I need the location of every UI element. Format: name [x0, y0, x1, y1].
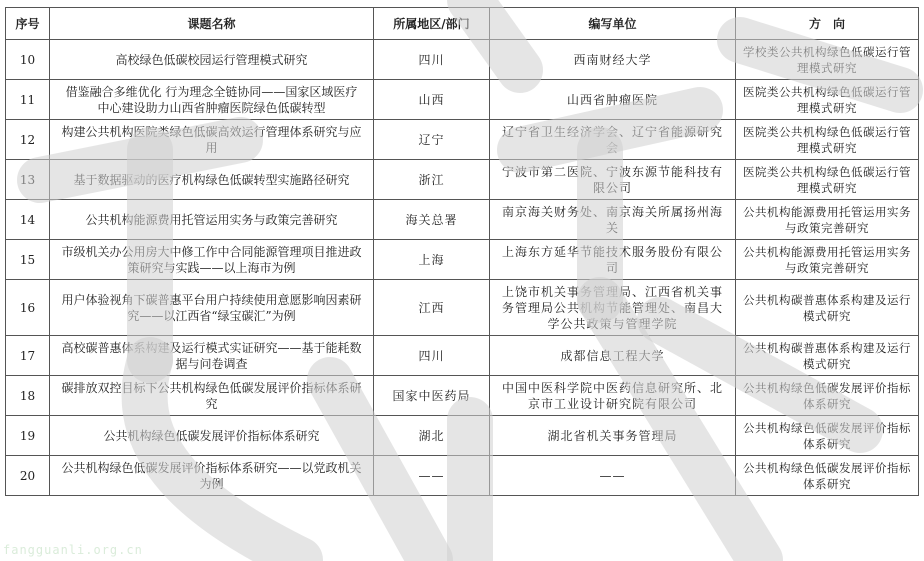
row-unit: 西南财经大学 [490, 40, 736, 80]
row-index: 11 [6, 80, 50, 120]
row-direction: 医院类公共机构绿色低碳运行管理模式研究 [736, 80, 919, 120]
table-row [6, 376, 919, 416]
row-title: 用户体验视角下碳普惠平台用户持续使用意愿影响因素研究——以江西省“绿宝碳汇”为例 [50, 280, 374, 336]
row-region: 海关总署 [374, 200, 490, 240]
row-index: 18 [6, 376, 50, 416]
row-title: 借鉴融合多维优化 行为理念全链协同——国家区域医疗中心建设助力山西省肿瘤医院绿色低碳转型 [50, 80, 374, 120]
row-direction: 医院类公共机构绿色低碳运行管理模式研究 [736, 160, 919, 200]
row-unit: 成都信息工程大学 [490, 336, 736, 376]
row-unit: 中国中医科学院中医药信息研究所、北京市工业设计研究院有限公司 [490, 376, 736, 416]
row-index: 14 [6, 200, 50, 240]
row-index: 13 [6, 160, 50, 200]
header-region: 所属地区/部门 [374, 8, 490, 40]
row-direction: 公共机构绿色低碳发展评价指标体系研究 [736, 376, 919, 416]
row-direction: 医院类公共机构绿色低碳运行管理模式研究 [736, 120, 919, 160]
table-row [6, 80, 919, 120]
header-unit: 编写单位 [490, 8, 736, 40]
row-direction: 学校类公共机构绿色低碳运行管理模式研究 [736, 40, 919, 80]
header-title: 课题名称 [50, 8, 374, 40]
table-row [6, 120, 919, 160]
row-unit: 宁波市第二医院、宁波东源节能科技有限公司 [490, 160, 736, 200]
row-unit: —— [490, 456, 736, 496]
row-region: 上海 [374, 240, 490, 280]
row-title: 公共机构绿色低碳发展评价指标体系研究——以党政机关为例 [50, 456, 374, 496]
row-unit: 辽宁省卫生经济学会、辽宁省能源研究会 [490, 120, 736, 160]
row-unit: 南京海关财务处、南京海关所属扬州海关 [490, 200, 736, 240]
table-row [6, 280, 919, 336]
table-row [6, 160, 919, 200]
table-row [6, 40, 919, 80]
row-direction: 公共机构绿色低碳发展评价指标体系研究 [736, 456, 919, 496]
row-region: 国家中医药局 [374, 376, 490, 416]
table-row [6, 240, 919, 280]
document-page [5, 7, 918, 496]
site-watermark-text: fangguanli.org.cn [3, 543, 143, 557]
row-region: 湖北 [374, 416, 490, 456]
table-row [6, 200, 919, 240]
row-index: 10 [6, 40, 50, 80]
row-unit: 山西省肿瘤医院 [490, 80, 736, 120]
row-region: 浙江 [374, 160, 490, 200]
row-title: 市级机关办公用房大中修工作中合同能源管理项目推进政策研究与实践——以上海市为例 [50, 240, 374, 280]
row-index: 16 [6, 280, 50, 336]
row-region: 四川 [374, 40, 490, 80]
header-direction: 方 向 [736, 8, 919, 40]
row-direction: 公共机构能源费用托管运用实务与政策完善研究 [736, 200, 919, 240]
row-direction: 公共机构绿色低碳发展评价指标体系研究 [736, 416, 919, 456]
row-direction: 公共机构能源费用托管运用实务与政策完善研究 [736, 240, 919, 280]
row-region: 辽宁 [374, 120, 490, 160]
row-region: 四川 [374, 336, 490, 376]
row-title: 高校绿色低碳校园运行管理模式研究 [50, 40, 374, 80]
row-index: 17 [6, 336, 50, 376]
row-direction: 公共机构碳普惠体系构建及运行模式研究 [736, 280, 919, 336]
row-title: 基于数据驱动的医疗机构绿色低碳转型实施路径研究 [50, 160, 374, 200]
row-direction: 公共机构碳普惠体系构建及运行模式研究 [736, 336, 919, 376]
row-unit: 上饶市机关事务管理局、江西省机关事务管理局公共机构节能管理处、南昌大学公共政策与管理学院 [490, 280, 736, 336]
row-index: 19 [6, 416, 50, 456]
row-index: 12 [6, 120, 50, 160]
row-title: 高校碳普惠体系构建及运行模式实证研究——基于能耗数据与问卷调查 [50, 336, 374, 376]
row-region: 山西 [374, 80, 490, 120]
header-index: 序号 [6, 8, 50, 40]
table-header-row [6, 8, 919, 40]
row-title: 公共机构绿色低碳发展评价指标体系研究 [50, 416, 374, 456]
table-row [6, 336, 919, 376]
project-table [5, 7, 919, 496]
row-index: 15 [6, 240, 50, 280]
row-title: 构建公共机构医院类绿色低碳高效运行管理体系研究与应用 [50, 120, 374, 160]
row-region: —— [374, 456, 490, 496]
table-row [6, 456, 919, 496]
row-title: 碳排放双控目标下公共机构绿色低碳发展评价指标体系研究 [50, 376, 374, 416]
row-unit: 湖北省机关事务管理局 [490, 416, 736, 456]
table-row [6, 416, 919, 456]
row-region: 江西 [374, 280, 490, 336]
row-title: 公共机构能源费用托管运用实务与政策完善研究 [50, 200, 374, 240]
row-index: 20 [6, 456, 50, 496]
row-unit: 上海东方延华节能技术服务股份有限公司 [490, 240, 736, 280]
